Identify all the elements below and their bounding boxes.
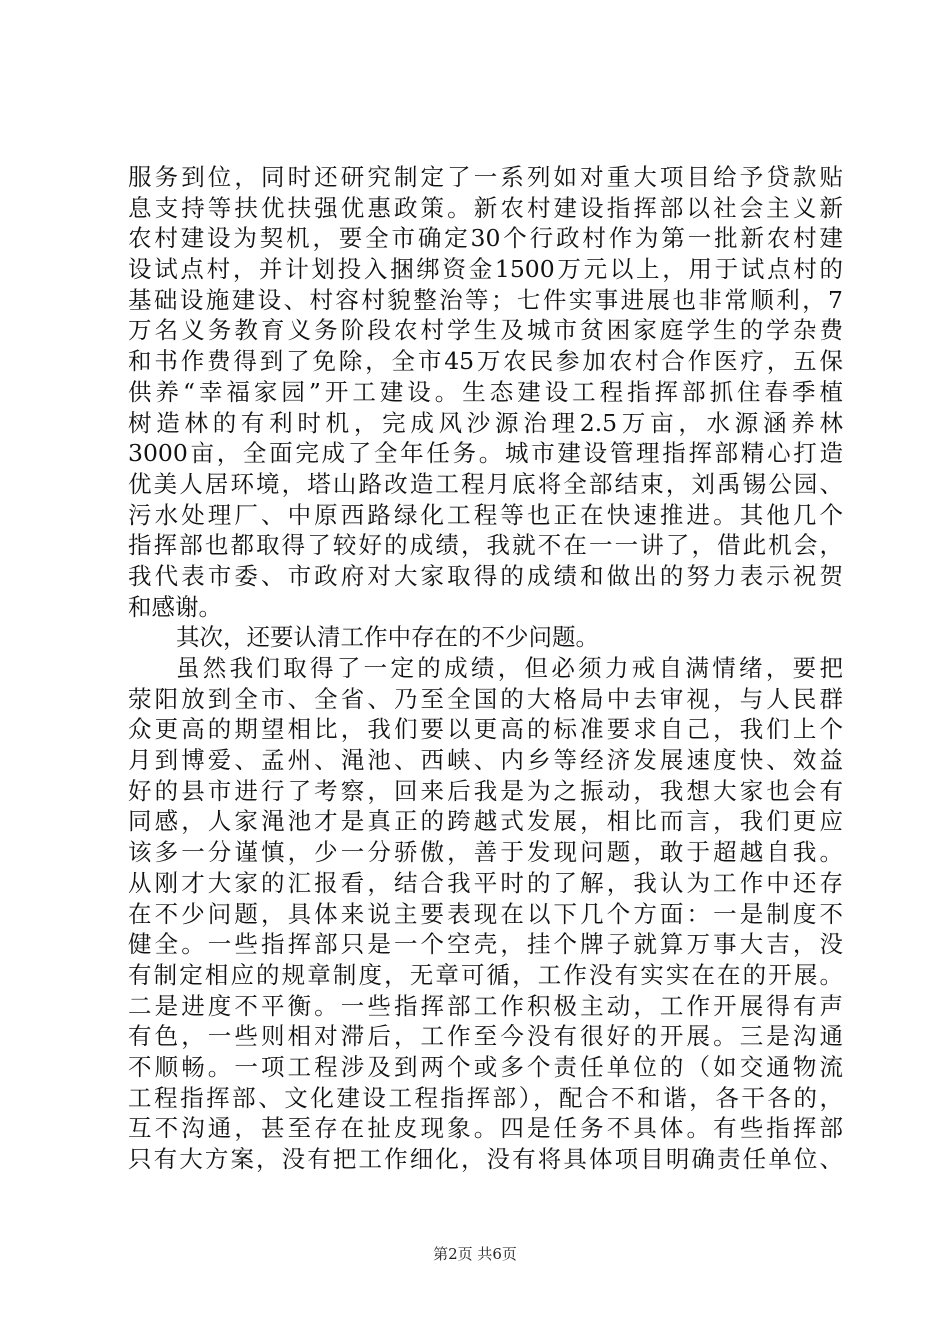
text-line: 基础设施建设、村容村貌整治等；七件实事进展也非常顺利，7	[128, 285, 843, 314]
text-line: 和感谢。	[128, 592, 222, 621]
text-line: 该多一分谨慎，少一分骄傲，善于发现问题，敢于超越自我。	[128, 838, 843, 867]
text-line: 工程指挥部、文化建设工程指挥部），配合不和谐，各干各的，	[128, 1083, 843, 1112]
text-line: 荥阳放到全市、全省、乃至全国的大格局中去审视，与人民群	[128, 684, 843, 713]
text-line: 我代表市委、市政府对大家取得的成绩和做出的努力表示祝贺	[128, 561, 843, 590]
page-footer: 第2页 共6页	[433, 1245, 517, 1263]
text-line: 服务到位，同时还研究制定了一系列如对重大项目给予贷款贴	[128, 163, 843, 191]
text-line: 健全。一些指挥部只是一个空壳，挂个牌子就算万事大吉，没	[128, 930, 843, 959]
text-line: 农村建设为契机，要全市确定30个行政村作为第一批新农村建	[128, 224, 843, 253]
text-line: 在不少问题，具体来说主要表现在以下几个方面：一是制度不	[128, 899, 843, 928]
text-line: 众更高的期望相比，我们要以更高的标准要求自己，我们上个	[128, 715, 843, 744]
text-line: 树造林的有利时机，完成风沙源治理2.5万亩，水源涵养林	[128, 408, 843, 437]
text-line: 月到博爱、孟州、渑池、西峡、内乡等经济发展速度快、效益	[128, 746, 843, 775]
text-line: 和书作费得到了免除，全市45万农民参加农村合作医疗，五保	[128, 347, 843, 376]
text-line: 供养“幸福家园”开工建设。生态建设工程指挥部抓住春季植	[128, 377, 843, 406]
text-line: 其次，还要认清工作中存在的不少问题。	[176, 623, 599, 652]
text-line: 污水处理厂、中原西路绿化工程等也正在快速推进。其他几个	[128, 500, 843, 529]
text-line: 有制定相应的规章制度，无章可循，工作没有实实在在的开展。	[128, 960, 843, 989]
text-line: 好的县市进行了考察，回来后我是为之振动，我想大家也会有	[128, 776, 843, 805]
text-line: 指挥部也都取得了较好的成绩，我就不在一一讲了，借此机会，	[128, 531, 843, 560]
text-line: 二是进度不平衡。一些指挥部工作积极主动，工作开展得有声	[128, 991, 843, 1020]
text-line: 息支持等扶优扶强优惠政策。新农村建设指挥部以社会主义新	[128, 193, 843, 222]
text-line: 设试点村，并计划投入捆绑资金1500万元以上，用于试点村的	[128, 255, 843, 284]
text-line: 万名义务教育义务阶段农村学生及城市贫困家庭学生的学杂费	[128, 316, 843, 345]
text-line: 有色，一些则相对滞后，工作至今没有很好的开展。三是沟通	[128, 1022, 843, 1051]
text-line: 优美人居环境，塔山路改造工程月底将全部结束，刘禹锡公园、	[128, 469, 843, 498]
text-line: 不顺畅。一项工程涉及到两个或多个责任单位的（如交通物流	[128, 1052, 843, 1081]
text-line: 只有大方案，没有把工作细化，没有将具体项目明确责任单位、	[128, 1145, 843, 1173]
text-line: 3000亩，全面完成了全年任务。城市建设管理指挥部精心打造	[128, 439, 843, 468]
text-line: 从刚才大家的汇报看，结合我平时的了解，我认为工作中还存	[128, 868, 843, 897]
text-line: 虽然我们取得了一定的成绩，但必须力戒自满情绪，要把	[176, 654, 843, 682]
text-line: 互不沟通，甚至存在扯皮现象。四是任务不具体。有些指挥部	[128, 1114, 843, 1143]
document-body	[128, 162, 843, 1175]
text-line: 同感，人家渑池才是真正的跨越式发展，相比而言，我们更应	[128, 807, 843, 836]
